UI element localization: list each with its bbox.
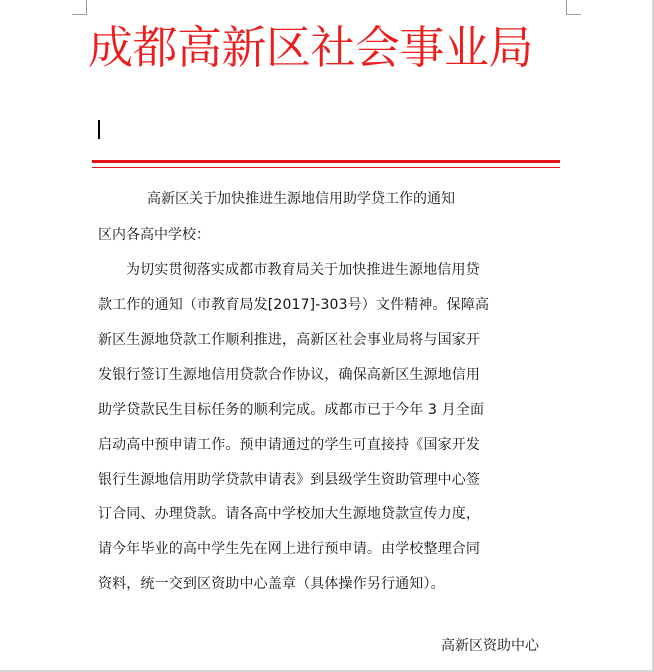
notice-title[interactable]: 高新区关于加快推进生源地信用助学贷工作的通知	[147, 191, 455, 207]
body-line[interactable]: 银行生源地信用助学贷款申请表》到县级学生资助管理中心签	[98, 472, 481, 488]
body-line[interactable]: 新区生源地贷款工作顺利推进，高新区社会事业局将与国家开	[98, 332, 481, 348]
body-line[interactable]: 助学贷款民生目标任务的顺利完成。成都市已于今年 3 月全面	[98, 402, 485, 418]
letterhead-title[interactable]: 成都高新区社会事业局	[88, 21, 534, 74]
signature[interactable]: 高新区资助中心	[441, 638, 539, 654]
body-line[interactable]: 资料，统一交到区资助中心盖章（具体操作另行通知）。	[98, 576, 445, 592]
body-line[interactable]: 为切实贯彻落实成都市教育局关于加快推进生源地信用贷	[126, 262, 480, 278]
body-line[interactable]: 启动高中预申请工作。预申请通过的学生可直接持《国家开发	[98, 437, 481, 453]
body-line[interactable]: 订合同、办理贷款。请各高中学校加大生源地贷款宣传力度，	[98, 506, 481, 522]
letterhead-rule-thick	[92, 160, 560, 163]
margin-corner-mark-left	[72, 0, 87, 15]
margin-corner-mark-right	[566, 0, 581, 15]
body-line[interactable]: 款工作的通知（市教育局发[2017]-303号）文件精神。保障高	[98, 297, 490, 313]
letterhead-rule-thin	[92, 167, 560, 168]
salutation[interactable]: 区内各高中学校：	[98, 227, 210, 243]
text-cursor	[98, 120, 100, 139]
body-line[interactable]: 请今年毕业的高中学生先在网上进行预申请。由学校整理合同	[98, 541, 481, 557]
body-line[interactable]: 发银行签订生源地信用贷款合作协议，确保高新区生源地信用	[98, 367, 481, 383]
